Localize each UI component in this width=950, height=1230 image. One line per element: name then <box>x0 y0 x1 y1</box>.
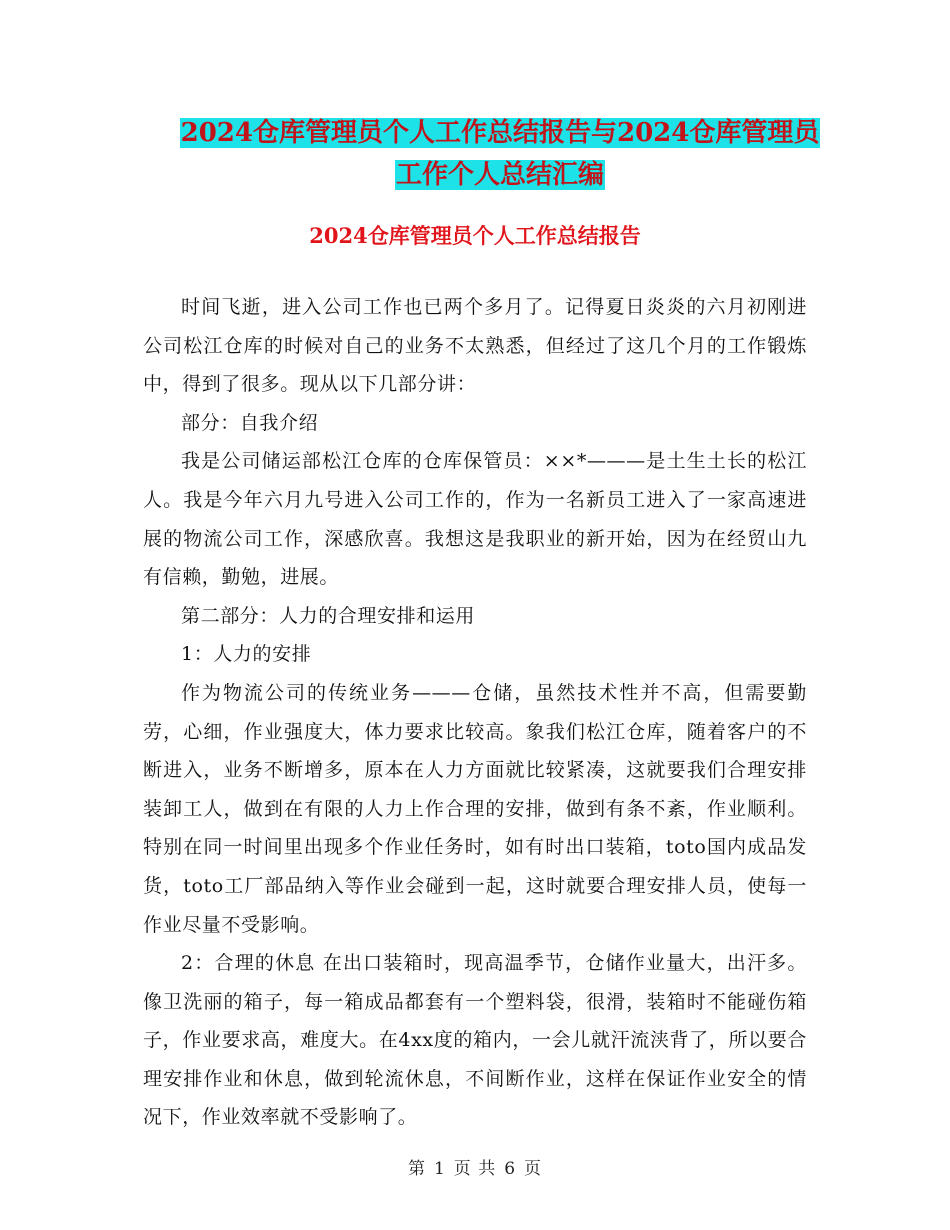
section-title: 2024仓库管理员个人工作总结报告 <box>309 223 641 248</box>
page-footer <box>0 1154 950 1179</box>
footer-middle: 页 共 <box>453 1159 497 1179</box>
paragraph-rest: 2：合理的休息 在出口装箱时，现高温季节，仓储作业量大，出汗多。像卫洗丽的箱子，每一箱成品都套有一个塑料袋，很滑，装箱时不能碰伤箱子，作业要求高，难度大。在4xx度的箱内，一会儿就汗流浃背了，所以要合理安排作业和休息，做到轮流休息，不间断作业，这样在保证作业安全的情况下，作业效率就不受影响了。 <box>143 952 807 1129</box>
document-title-line-2: 工作个人总结汇编 <box>395 160 604 190</box>
paragraph-heading-staffing: 1：人力的安排 <box>181 643 312 666</box>
footer-page-number: 1 <box>433 1159 446 1179</box>
document-title <box>150 112 850 196</box>
footer-page-total: 6 <box>504 1159 517 1179</box>
document-title-line-1: 2024仓库管理员个人工作总结报告与2024仓库管理员 <box>180 118 820 148</box>
paragraph-heading-part1: 部分：自我介绍 <box>181 411 319 434</box>
paragraph-self-intro: 我是公司储运部松江仓库的仓库保管员：××*———是土生土长的松江人。我是今年六月九号进入公司工作的，作为一名新员工进入了一家高速进展的物流公司工作，深感欣喜。我想这是我职业的新开始，因为在经贸山九有信赖，勤勉，进展。 <box>143 450 807 589</box>
paragraph-heading-part2: 第二部分：人力的合理安排和运用 <box>181 604 476 627</box>
document-body <box>143 288 807 1137</box>
paragraph-staffing: 作为物流公司的传统业务———仓储，虽然技术性并不高，但需要勤劳，心细，作业强度大，体力要求比较高。象我们松江仓库，随着客户的不断进入，业务不断增多，原本在人力方面就比较紧凑，这就要我们合理安排装卸工人，做到在有限的人力上作合理的安排，做到有条不紊，作业顺利。特别在同一时间里出现多个作业任务时，如有时出口装箱，toto国内成品发货，toto工厂部品纳入等作业会碰到一起，这时就要合理安排人员，使每一作业尽量不受影响。 <box>143 681 807 936</box>
footer-prefix: 第 <box>407 1159 426 1179</box>
footer-suffix: 页 <box>524 1159 543 1179</box>
paragraph-intro: 时间飞逝，进入公司工作也已两个多月了。记得夏日炎炎的六月初刚进公司松江仓库的时候对自己的业务不太熟悉，但经过了这几个月的工作锻炼中，得到了很多。现从以下几部分讲： <box>143 296 807 396</box>
